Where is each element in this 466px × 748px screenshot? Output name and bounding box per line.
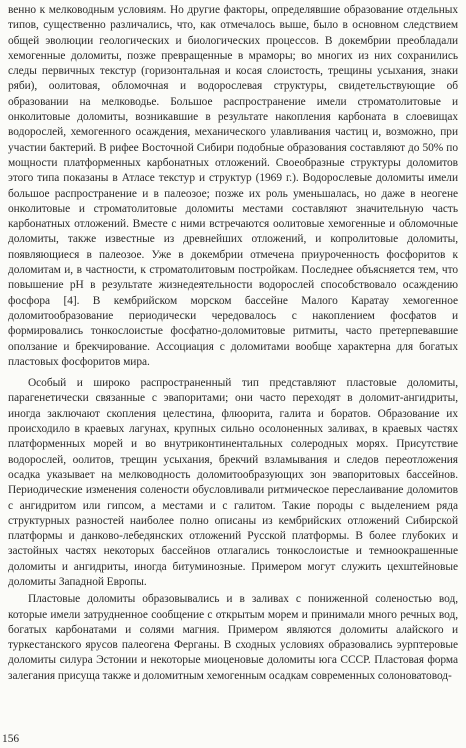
paragraph-2: Особый и широко распространенный тип представляют пластовые доломиты, парагенетически связанные с эвапоритами; они часто переходят в доломит-ангидриты, иногда заключают скопления целестина, флюорита, галита и боратов. Образование их происходило в краевых лагунах, крупных сильно осолоненных заливах, в краевых частях платформенных морей и во внутриконтинентальных солеродных морях. Присутствие водорослей, оолитов, трещин усыхания, брекчий взламывания и следов переотложения осадка указывает на мелководность доломитообразующих зон эвапоритовых бассейнов. Периодические изменения солености обусловливали ритмическое переслаивание доломитов с ангидритом или гипсом, а местами и с галитом. Такие породы с выделением ряда структурных разностей наиболее полно описаны из кембрийских отложений Сибирской платформы и данково-лебедянских отложений Русской платформы. В более глубоких и застойных частях некоторых бассейнов отлагались тонкослоистые и темноокрашенные доломиты и ангидриты, иногда битуминозные. Примером могут служить цехштейновые доломиты Западной Европы. [8, 377, 458, 588]
paragraph-1: венно к мелководным условиям. Но другие факторы, определявшие образование отдельных типов, существенно различались, что, как отмечалось выше, было в основном следствием общей эволюции геологических и биологических процессов. В докембрии преобладали хемогенные доломиты, позже превращенные в мраморы; во многих из них сохранились следы первичных текстур (горизонтальная и косая слоистость, трещины усыхания, знаки ряби), оолитовая, обломочная и водорослевая структуры, свидетельствующие об образовании на мелководье. Большое распространение имели строматолитовые и онколитовые доломиты, возникавшие в результате накопления карбоната в слоевищах водорослей, хемогенного осаждения, механического улавливания частиц и, возможно, при участии бактерий. В рифее Восточной Сибири подобные образования составляют до 50% по мощности платформенных карбонатных отложений. Своеобразные структуры доломитов этого типа показаны в Атласе текстур и структур (1969 г.). Водорослевые доломиты имели большое распространение и в палеозое; позже их роль уменьшалась, но даже в неогене онколитовые и строматолитовые доломиты местами составляют значительную часть карбонатных отложений. Вместе с ними встречаются оолитовые хемогенные и обломочные доломиты, также известные из древнейших отложений, и копролитовые доломиты, появляющиеся в палеозое. Уже в докембрии отмечена приуроченность фосфоритов к доломитам и, в частности, к строматолитовым постройкам. Последнее объясняется тем, что повышение pH в результате жизнедеятельности водорослей способствовало осаждению фосфора [4]. В кембрийском морском бассейне Малого Каратау хемогенное доломитообразование периодически чередовалось с накоплением фосфатов и формировались тонкослоистые фосфатно-доломитовые ритмиты, часто претерпевавшие оползание и брекчирование. Ассоциация с доломитами вообще характерна для богатых пластовых фосфоритов мира. [8, 4, 458, 368]
paragraph-3: Пластовые доломиты образовывались и в заливах с пониженной соленостью вод, которые имели затрудненное сообщение с открытым морем и принимали много речных вод, богатых карбонатами и солями магния. Примером являются доломиты алайского и туркестанского ярусов палеогена Ферганы. В сходных условиях образовались эурптеровые доломиты силура Эстонии и некоторые миоценовые доломиты юга СССР. Пластовая форма залегания присуща также и доломитным хемогенным осадкам современных солоноватовод- [8, 593, 458, 682]
page-number: 156 [2, 733, 20, 745]
